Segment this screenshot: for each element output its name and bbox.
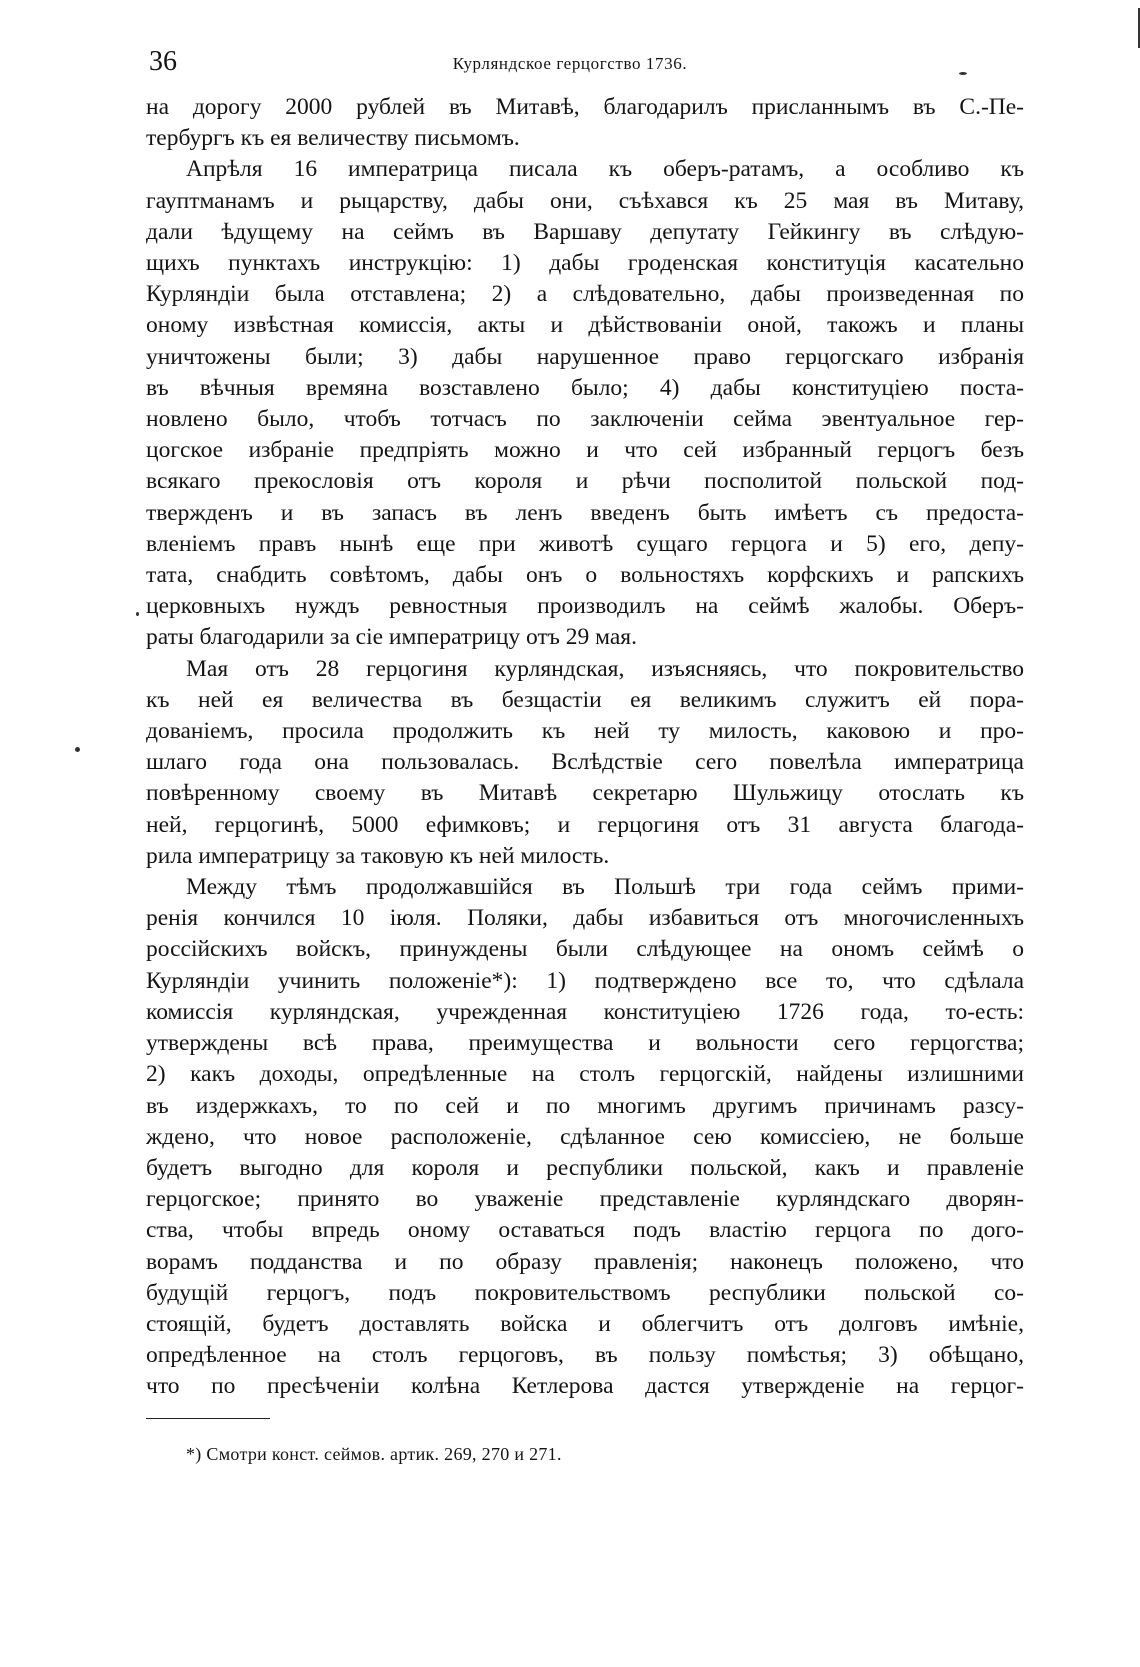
text-line: Курляндіи учинить положеніе*): 1) подтверждено все то, что сдѣлала: [146, 967, 1024, 994]
text-line: уничтожены были; 3) дабы нарушенное право герцогскаго избранія: [146, 343, 1024, 370]
text-line: Мая отъ 28 герцогиня курляндская, изъясняясь, что покровительство: [186, 655, 1024, 682]
text-line: комиссія курляндская, учрежденная конституціею 1726 года, то-есть:: [146, 998, 1024, 1025]
text-line: дали ѣдущему на сеймъ въ Варшаву депутату Гейкингу въ слѣдую-: [146, 218, 1024, 245]
text-line: рила императрицу за таковую къ ней милость.: [146, 842, 610, 869]
text-line: щихъ пунктахъ инструкцію: 1) дабы гроденская конституція касательно: [146, 250, 1024, 277]
text-line: на дорогу 2000 рублей въ Митавѣ, благодарилъ присланнымъ въ С.-Пе-: [146, 94, 1024, 120]
text-line: въ издержкахъ, то по сей и по многимъ другимъ причинамъ разсу-: [146, 1092, 1024, 1119]
paragraph-4: [146, 872, 1024, 1402]
text-line: Курляндіи была отставлена; 2) а слѣдовательно, дабы произведенная по: [146, 281, 1024, 308]
text-line: утверждены всѣ права, преимущества и вольности сего герцогства;: [146, 1030, 1024, 1057]
text-line: тата, снабдить совѣтомъ, дабы онъ о вольностяхъ корфскихъ и рапскихъ: [146, 562, 1024, 589]
scan-speck: [75, 747, 80, 752]
paragraph-2: [146, 154, 1024, 653]
text-line: вленіемъ правъ нынѣ еще при животѣ сущаго герцога и 5) его, депу-: [146, 530, 1024, 557]
text-line: будетъ выгодно для короля и республики польской, какъ и правленіе: [146, 1154, 1024, 1181]
text-line: въ вѣчныя времяна возставлено было; 4) дабы конституціею поста-: [146, 374, 1024, 401]
text-line: ней, герцогинѣ, 5000 ефимковъ; и герцогиня отъ 31 августа благода-: [146, 811, 1024, 838]
paragraph-1: [146, 92, 1024, 154]
scan-speck: [959, 72, 967, 75]
text-line: что по пресѣченіи колѣна Кетлерова дастся утвержденіе на герцог-: [146, 1373, 1024, 1400]
text-line: оному извѣстная комиссія, акты и дѣйствованіи оной, такожъ и планы: [146, 312, 1024, 339]
text-line: новлено было, чтобъ тотчасъ по заключеніи сейма эвентуальное гер-: [146, 406, 1024, 433]
text-line: всякаго прекословія отъ короля и рѣчи посполитой польской под-: [146, 468, 1024, 495]
text-line: къ ней ея величества въ безщастіи ея великимъ служитъ ей пора-: [146, 686, 1024, 713]
paragraph-3: [146, 654, 1024, 872]
text-line: стоящій, будетъ доставлять войска и облегчитъ отъ долговъ имѣніе,: [146, 1310, 1024, 1337]
text-line: 2) какъ доходы, опредѣленные на столъ герцогскій, найдены излишними: [146, 1061, 1024, 1088]
footnote: *) Смотри конст. сеймов. артик. 269, 270 и 271.: [186, 1444, 562, 1464]
text-line: тербургъ къ ея величеству письмомъ.: [146, 125, 520, 152]
text-line: опредѣленное на столъ герцоговъ, въ пользу помѣстья; 3) обѣщано,: [146, 1342, 1024, 1369]
text-line: герцогское; принято во уваженіе представленіе курляндскаго дворян-: [146, 1186, 1024, 1213]
running-head: Курляндское герцогство 1736.: [452, 54, 688, 73]
text-line: гауптманамъ и рыцарству, дабы они, съѣхався къ 25 мая въ Митаву,: [146, 187, 1024, 214]
text-line: ства, чтобы впредь оному оставаться подъ властію герцога по дого-: [146, 1217, 1024, 1244]
page-number: 36: [149, 46, 177, 77]
body-text: [146, 92, 1024, 1403]
text-line: церковныхъ нуждъ ревностныя производилъ на сеймѣ жалобы. Оберъ-: [146, 593, 1024, 620]
text-line: твержденъ и въ запасъ въ ленъ введенъ быть имѣетъ съ предоста-: [146, 499, 1024, 526]
text-line: ворамъ подданства и по образу правленія; наконецъ положено, что: [146, 1248, 1024, 1275]
footnote-divider: [146, 1418, 270, 1419]
text-line: Апрѣля 16 императрица писала къ оберъ-ратамъ, а особливо къ: [186, 156, 1024, 183]
text-line: шлаго года она пользовалась. Вслѣдствіе сего повелѣла императрица: [146, 749, 1024, 776]
text-line: повѣренному своему въ Митавѣ секретарю Шульжицу отослать къ: [146, 780, 1024, 807]
text-line: ренія кончился 10 іюля. Поляки, дабы избавиться отъ многочисленныхъ: [146, 905, 1024, 932]
scan-speck: [136, 612, 139, 616]
text-line: дованіемъ, просила продолжить къ ней ту милость, каковою и про-: [146, 718, 1024, 745]
text-line: цогское избраніе предпріять можно и что сей избранный герцогъ безъ: [146, 437, 1024, 464]
text-line: россійскихъ войскъ, принуждены были слѣдующее на ономъ сеймѣ о: [146, 936, 1024, 963]
text-line: Между тѣмъ продолжавшійся въ Польшѣ три года сеймъ прими-: [186, 874, 1024, 901]
text-line: раты благодарили за сіе императрицу отъ 29 мая.: [146, 624, 637, 651]
text-line: ждено, что новое расположеніе, сдѣланное сею комиссіею, не больше: [146, 1123, 1024, 1150]
text-line: будущій герцогъ, подъ покровительствомъ республики польской со-: [146, 1279, 1024, 1306]
